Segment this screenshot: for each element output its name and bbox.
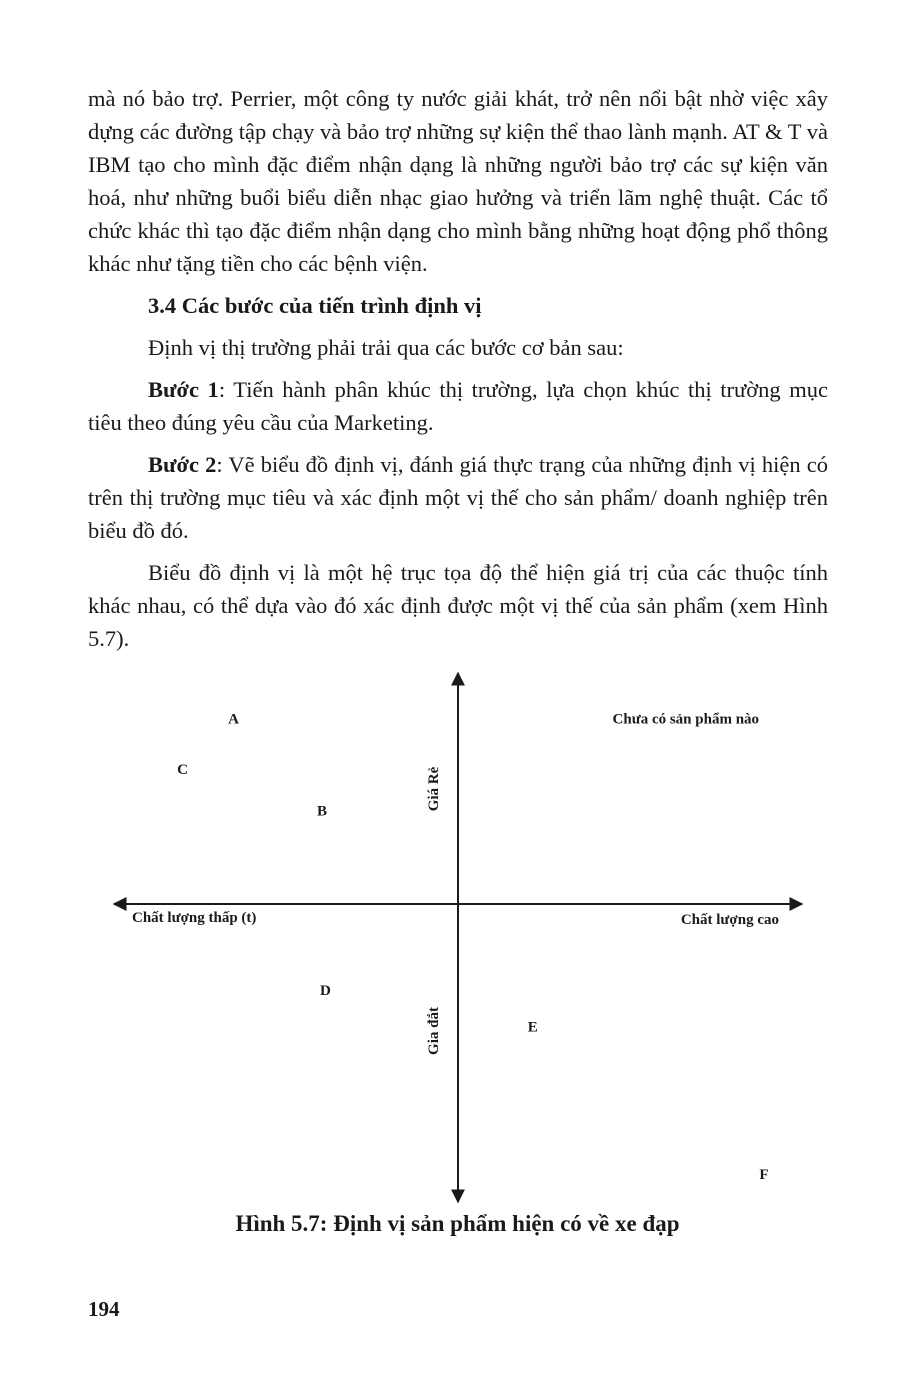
positioning-chart bbox=[0, 665, 915, 1215]
paragraph-chart-intro: Biểu đồ định vị là một hệ trục tọa độ thể hiện giá trị của các thuộc tính khác nhau, có thể dựa vào đó xác định được một vị thế của sản phẩm (xem Hình 5.7). bbox=[88, 560, 828, 651]
chart-marks bbox=[177, 711, 768, 1182]
paragraph-step-1 bbox=[88, 373, 828, 439]
step-1-text: : Tiến hành phân khúc thị trường, lựa chọn khúc thị trường mục tiêu theo đúng yêu cầu của Marketing. bbox=[88, 377, 828, 435]
y-axis-positive-label: Giá Rẻ bbox=[426, 766, 442, 812]
figure-caption: Hình 5.7: Định vị sản phẩm hiện có về xe đạp bbox=[235, 1211, 680, 1236]
body-text bbox=[88, 82, 828, 655]
step-2-text: : Vẽ biểu đồ định vị, đánh giá thực trạng của những định vị hiện có trên thị trường mục tiêu và xác định một vị thế cho sản phẩm/ doanh nghiệp trên biểu đồ đó. bbox=[88, 452, 828, 543]
point-b: B bbox=[316, 803, 328, 820]
section-heading: 3.4 Các bước của tiến trình định vị bbox=[148, 293, 482, 318]
paragraph-intro: Định vị thị trường phải trải qua các bước cơ bản sau: bbox=[148, 335, 624, 360]
step-2-label: Bước 2 bbox=[148, 452, 217, 477]
point-e: E bbox=[527, 1019, 538, 1036]
step-1-label: Bước 1 bbox=[148, 377, 219, 402]
page-number: 194 bbox=[88, 1297, 120, 1321]
point-d: D bbox=[319, 982, 331, 999]
paragraph-step-2 bbox=[88, 448, 828, 547]
x-axis-negative-label: Chất lượng thấp (t) bbox=[132, 910, 257, 926]
paragraph-sponsorship: mà nó bảo trợ. Perrier, một công ty nước giải khát, trở nên nổi bật nhờ việc xây dựng các đường tập chạy và bảo trợ những sự kiện thể thao lành mạnh. AT & T và IBM tạo cho mình đặc điểm nhận dạng là những người bảo trợ các sự kiện văn hoá, như những buổi biểu diễn nhạc giao hưởng và triển lãm nghệ thuật. Các tổ chức khác thì tạo đặc điểm nhận dạng cho mình bằng những hoạt động phổ thông khác như tặng tiền cho các bệnh viện. bbox=[88, 86, 828, 276]
x-axis-positive-label: Chất lượng cao bbox=[680, 912, 779, 928]
point-a: A bbox=[228, 711, 240, 728]
y-axis-negative-label: Gia đắt bbox=[426, 1007, 442, 1055]
annotation-0: Chưa có sản phẩm nào bbox=[612, 711, 760, 728]
point-f: F bbox=[759, 1166, 769, 1183]
point-c: C bbox=[177, 762, 189, 779]
